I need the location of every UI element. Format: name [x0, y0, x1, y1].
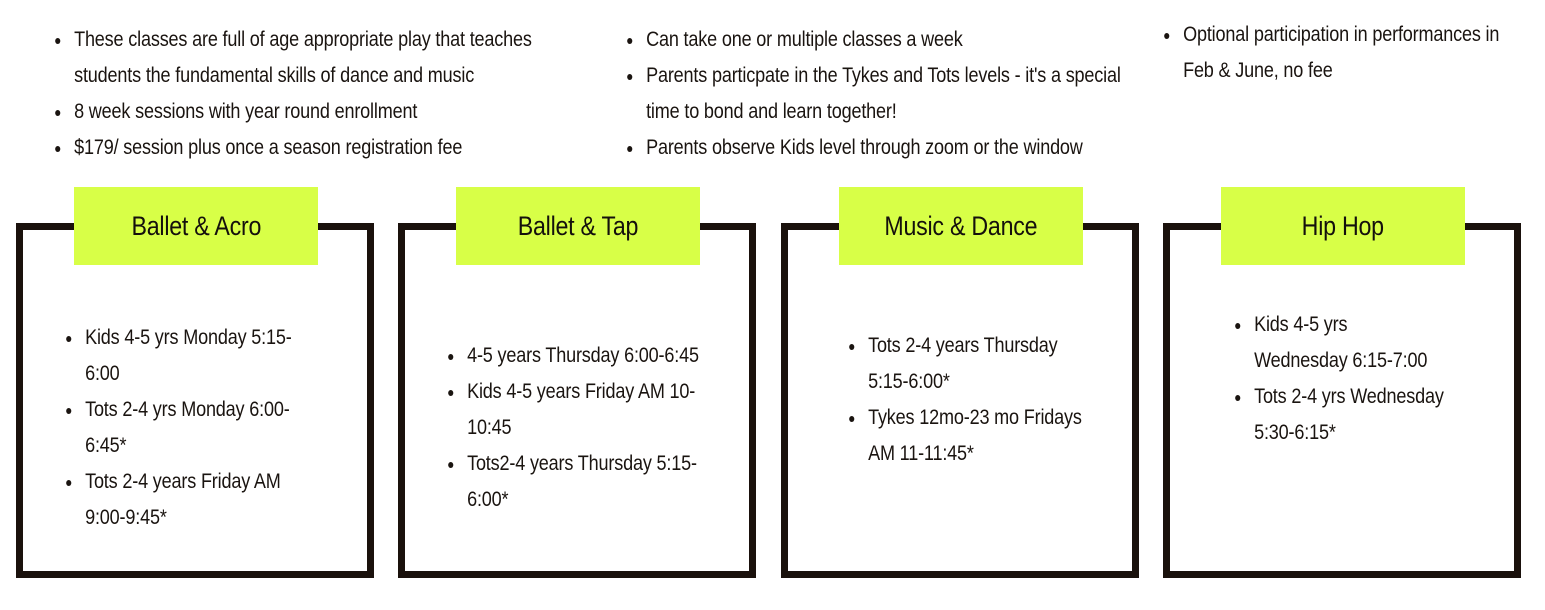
schedule-item: Tots2-4 years Thursday 5:15-6:00* [443, 446, 715, 518]
schedule-item: Tykes 12mo-23 mo Fridays AM 11-11:45* [844, 400, 1093, 472]
info-item: Parents observe Kids level through zoom or the window [622, 130, 1141, 166]
info-item: Parents particpate in the Tykes and Tots levels - it's a special time to bond and learn together! [622, 58, 1141, 130]
schedule-item: Tots 2-4 yrs Monday 6:00-6:45* [61, 392, 319, 464]
info-item: Optional participation in performances in Feb & June, no fee [1159, 17, 1518, 89]
info-column-1 [50, 22, 678, 166]
class-card-ballet-acro [16, 223, 374, 578]
schedule-item: Tots 2-4 yrs Wednesday 5:30-6:15* [1230, 379, 1445, 451]
info-item: These classes are full of age appropriate play that teaches students the fundamental skills of dance and music [50, 22, 590, 94]
info-list-3 [1159, 17, 1545, 89]
schedule-item: Kids 4-5 years Friday AM 10-10:45 [443, 374, 715, 446]
schedule-list [1230, 307, 1480, 451]
schedule-item: 4-5 years Thursday 6:00-6:45 [443, 338, 715, 374]
schedule-list [443, 338, 759, 518]
card-title-music-dance: Music & Dance [839, 187, 1083, 265]
class-card-hip-hop [1163, 223, 1521, 578]
info-item: Can take one or multiple classes a week [622, 22, 1141, 58]
info-list-2 [622, 22, 1225, 166]
schedule-list [61, 320, 361, 536]
card-title-ballet-tap: Ballet & Tap [456, 187, 700, 265]
schedule-list [844, 328, 1134, 472]
class-card-music-dance [781, 223, 1139, 578]
schedule-item: Kids 4-5 yrs Wednesday 6:15-7:00 [1230, 307, 1445, 379]
schedule-item: Kids 4-5 yrs Monday 5:15-6:00 [61, 320, 319, 392]
info-list-1 [50, 22, 678, 166]
class-card-ballet-tap [398, 223, 756, 578]
info-column-3 [1159, 17, 1545, 89]
info-column-2 [622, 22, 1225, 166]
info-item: 8 week sessions with year round enrollment [50, 94, 590, 130]
card-title-hip-hop: Hip Hop [1221, 187, 1465, 265]
info-item: $179/ session plus once a season registration fee [50, 130, 590, 166]
card-title-ballet-acro: Ballet & Acro [74, 187, 318, 265]
schedule-item: Tots 2-4 years Thursday 5:15-6:00* [844, 328, 1093, 400]
schedule-item: Tots 2-4 years Friday AM 9:00-9:45* [61, 464, 319, 536]
